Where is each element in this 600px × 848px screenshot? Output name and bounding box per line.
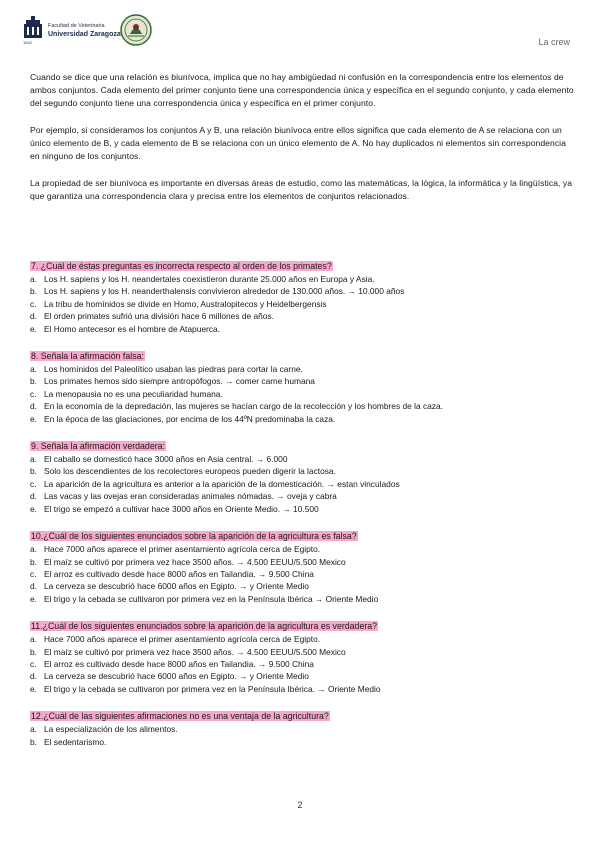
option-letter: e. <box>30 323 37 334</box>
intro-text <box>30 71 575 217</box>
answer-option <box>30 323 575 335</box>
option-text: El sedentarismo. <box>44 736 107 747</box>
option-letter: a. <box>30 724 37 735</box>
answer-option <box>30 503 575 515</box>
option-letter: d. <box>30 581 37 592</box>
option-text: El maíz se cultivó por primera vez hace 3500 años. → 4.500 EEUU/5.500 Mexico <box>44 556 346 567</box>
answer-option <box>30 453 575 465</box>
option-text: El caballo se domesticó hace 3000 años en Asia central. → 6.000 <box>44 454 288 465</box>
answer-option <box>30 478 575 490</box>
option-letter: b. <box>30 736 37 747</box>
answer-option <box>30 736 575 748</box>
option-letter: d. <box>30 401 37 412</box>
intro-paragraph: La propiedad de ser biunívoca es importante en diversas áreas de estudio, como las matemáticas, la lógica, la informática y la lingüística, ya que garantiza una correspondencia clara y precisa entre los elementos de conjuntos relacionados. <box>30 178 573 201</box>
answer-option <box>30 646 575 658</box>
option-text: Los homínidos del Paleolítico usaban las piedras para cortar la carne. <box>44 364 303 375</box>
answer-option <box>30 273 575 285</box>
option-text: La aparición de la agricultura es anterior a la aparición de la domesticación. → estan vinculados <box>44 478 400 489</box>
option-letter: c. <box>30 388 37 399</box>
answer-option <box>30 658 575 670</box>
answer-option <box>30 400 575 412</box>
page-number: 2 <box>297 800 303 810</box>
answer-option <box>30 568 575 580</box>
option-text: El Homo antecesor es el hombre de Atapuerca. <box>44 323 220 334</box>
option-text: La menopausia no es una peculiaridad humana. <box>44 388 223 399</box>
option-letter: d. <box>30 491 37 502</box>
option-letter: c. <box>30 568 37 579</box>
question-title: 10.¿Cuál de los siguientes enunciados sobre la aparición de la agricultura es falsa? <box>31 531 357 542</box>
option-text: El trigo y la cebada se cultivaron por primera vez en la Península Ibérica → Oriente Medio <box>44 593 379 604</box>
option-text: La cerveza se descubrió hace 6000 años en Egipto. → y Oriente Medio <box>44 671 309 682</box>
option-text: La especialización de los alimentos. <box>44 724 178 735</box>
option-text: Los H. sapiens y los H. neandertales coexistieron durante 25.000 años en Europa y Asia. <box>44 274 375 284</box>
option-text: El trigo se empezó a cultivar hace 3000 años en Oriente Medio. → 10.500 <box>44 503 319 514</box>
question-title: 11.¿Cuál de los siguientes enunciados sobre la aparición de la agricultura es verdadera? <box>31 621 378 632</box>
answer-option <box>30 670 575 682</box>
intro-paragraph: Por ejemplo, si consideramos los conjuntos A y B, una relación biunívoca entre ellos significa que cada elemento de A se relaciona con un único elemento de B, y cada elemento de B se relaciona con un único elemento de A. No hay duplicados ni elementos sin correspondencia en ninguno de los conjuntos. <box>30 125 566 161</box>
answer-option <box>30 593 575 605</box>
option-text: El orden primates sufrió una división hace 6 millones de años. <box>44 311 274 322</box>
question <box>30 438 575 515</box>
option-text: Solo los descendientes de los recolectores europeos pueden digerir la lactosa. <box>44 466 336 477</box>
header-right-text: La crew <box>538 37 570 47</box>
option-letter: c. <box>30 478 37 489</box>
question <box>30 258 575 335</box>
faculty-seal-icon <box>120 14 152 46</box>
answer-option <box>30 543 575 555</box>
option-letter: b. <box>30 556 37 567</box>
answer-option <box>30 683 575 695</box>
option-letter: e. <box>30 503 37 514</box>
answer-option <box>30 375 575 387</box>
answer-option <box>30 298 575 310</box>
question-title: 7. ¿Cuál de éstas preguntas es incorrecta respecto al orden de los primates? <box>31 261 332 271</box>
logo-faculty-text: Facultad de Veterinaria <box>48 23 105 29</box>
option-text: La cerveza se descubrió hace 6000 años en Egipto. → y Oriente Medio <box>44 581 309 592</box>
option-letter: a. <box>30 274 37 284</box>
option-letter: b. <box>30 646 37 657</box>
answer-option <box>30 388 575 400</box>
question-list <box>30 258 575 761</box>
question <box>30 708 575 748</box>
option-text: El trigo y la cebada se cultivaron por primera vez en la Península Ibérica. → Oriente Medio <box>44 683 381 694</box>
option-letter: b. <box>30 286 37 297</box>
answer-option <box>30 633 575 645</box>
logo-year: 1542 <box>23 40 32 45</box>
option-text: En la economía de la depredación, las mujeres se hacían cargo de la recolección y los hombres de la caza. <box>44 401 443 412</box>
option-letter: c. <box>30 298 37 309</box>
option-text: Los primates hemos sido siempre antropófogos. → comer carne humana <box>44 376 315 387</box>
intro-paragraph: Cuando se dice que una relación es biunívoca, implica que no hay ambigüedad ni confusión en la correspondencia entre los elementos de ambos conjuntos. Cada elemento del primer conjunto tiene una correspondencia única y específica en el segundo conjunto, y cada elemento del segundo conjunto tiene una correspondencia única y específica en el primer conjunto. <box>30 72 574 108</box>
option-letter: a. <box>30 364 37 375</box>
question-title: 8. Señala la afirmación falsa: <box>31 351 144 362</box>
option-letter: b. <box>30 376 37 387</box>
option-text: La tribu de homínidos se divide en Homo, Australopitecos y Heidelbergensis <box>44 298 327 309</box>
question-title: 9. Señala la afirmación verdadera: <box>31 441 165 452</box>
answer-option <box>30 363 575 375</box>
option-text: Las vacas y las ovejas eran consideradas animales nómadas. → oveja y cabra <box>44 491 337 502</box>
option-letter: d. <box>30 311 37 322</box>
option-text: El maíz se cultivó por primera vez hace 3500 años. → 4.500 EEUU/5.500 Mexico <box>44 646 346 657</box>
option-letter: e. <box>30 593 37 604</box>
page-header <box>0 0 600 60</box>
option-letter: b. <box>30 466 37 477</box>
answer-option <box>30 556 575 568</box>
option-text: En la época de las glaciaciones, por encima de los 44ºN predominaba la caza. <box>44 413 336 424</box>
university-logo <box>22 14 122 46</box>
option-letter: d. <box>30 671 37 682</box>
logo-university-text: Universidad Zaragoza <box>48 31 121 38</box>
question-title: 12.¿Cuál de las siguientes afirmaciones no es una ventaja de la agricultura? <box>31 711 329 722</box>
option-letter: e. <box>30 413 37 424</box>
option-letter: a. <box>30 544 37 555</box>
answer-option <box>30 413 575 425</box>
option-letter: a. <box>30 454 37 465</box>
option-text: El arroz es cultivado desde hace 8000 años en Tailandia. → 9.500 China <box>44 658 314 669</box>
answer-option <box>30 490 575 502</box>
question <box>30 348 575 425</box>
answer-option <box>30 580 575 592</box>
option-text: Los H. sapiens y los H. neanderthalensis convivieron alrededor de 130.000 años. → 10.000 años <box>44 286 405 297</box>
answer-option <box>30 310 575 322</box>
option-text: El arroz es cultivado desde hace 8000 años en Tailandia. → 9.500 China <box>44 568 314 579</box>
option-letter: e. <box>30 683 37 694</box>
question <box>30 528 575 605</box>
question <box>30 618 575 695</box>
answer-option <box>30 723 575 735</box>
option-letter: a. <box>30 634 37 645</box>
option-text: Hace 7000 años aparece el primer asentamiento agrícola cerca de Egipto. <box>44 634 321 645</box>
option-text: Hace 7000 años aparece el primer asentamiento agrícola cerca de Egipto. <box>44 544 321 555</box>
answer-option <box>30 465 575 477</box>
answer-option <box>30 285 575 297</box>
option-letter: c. <box>30 658 37 669</box>
